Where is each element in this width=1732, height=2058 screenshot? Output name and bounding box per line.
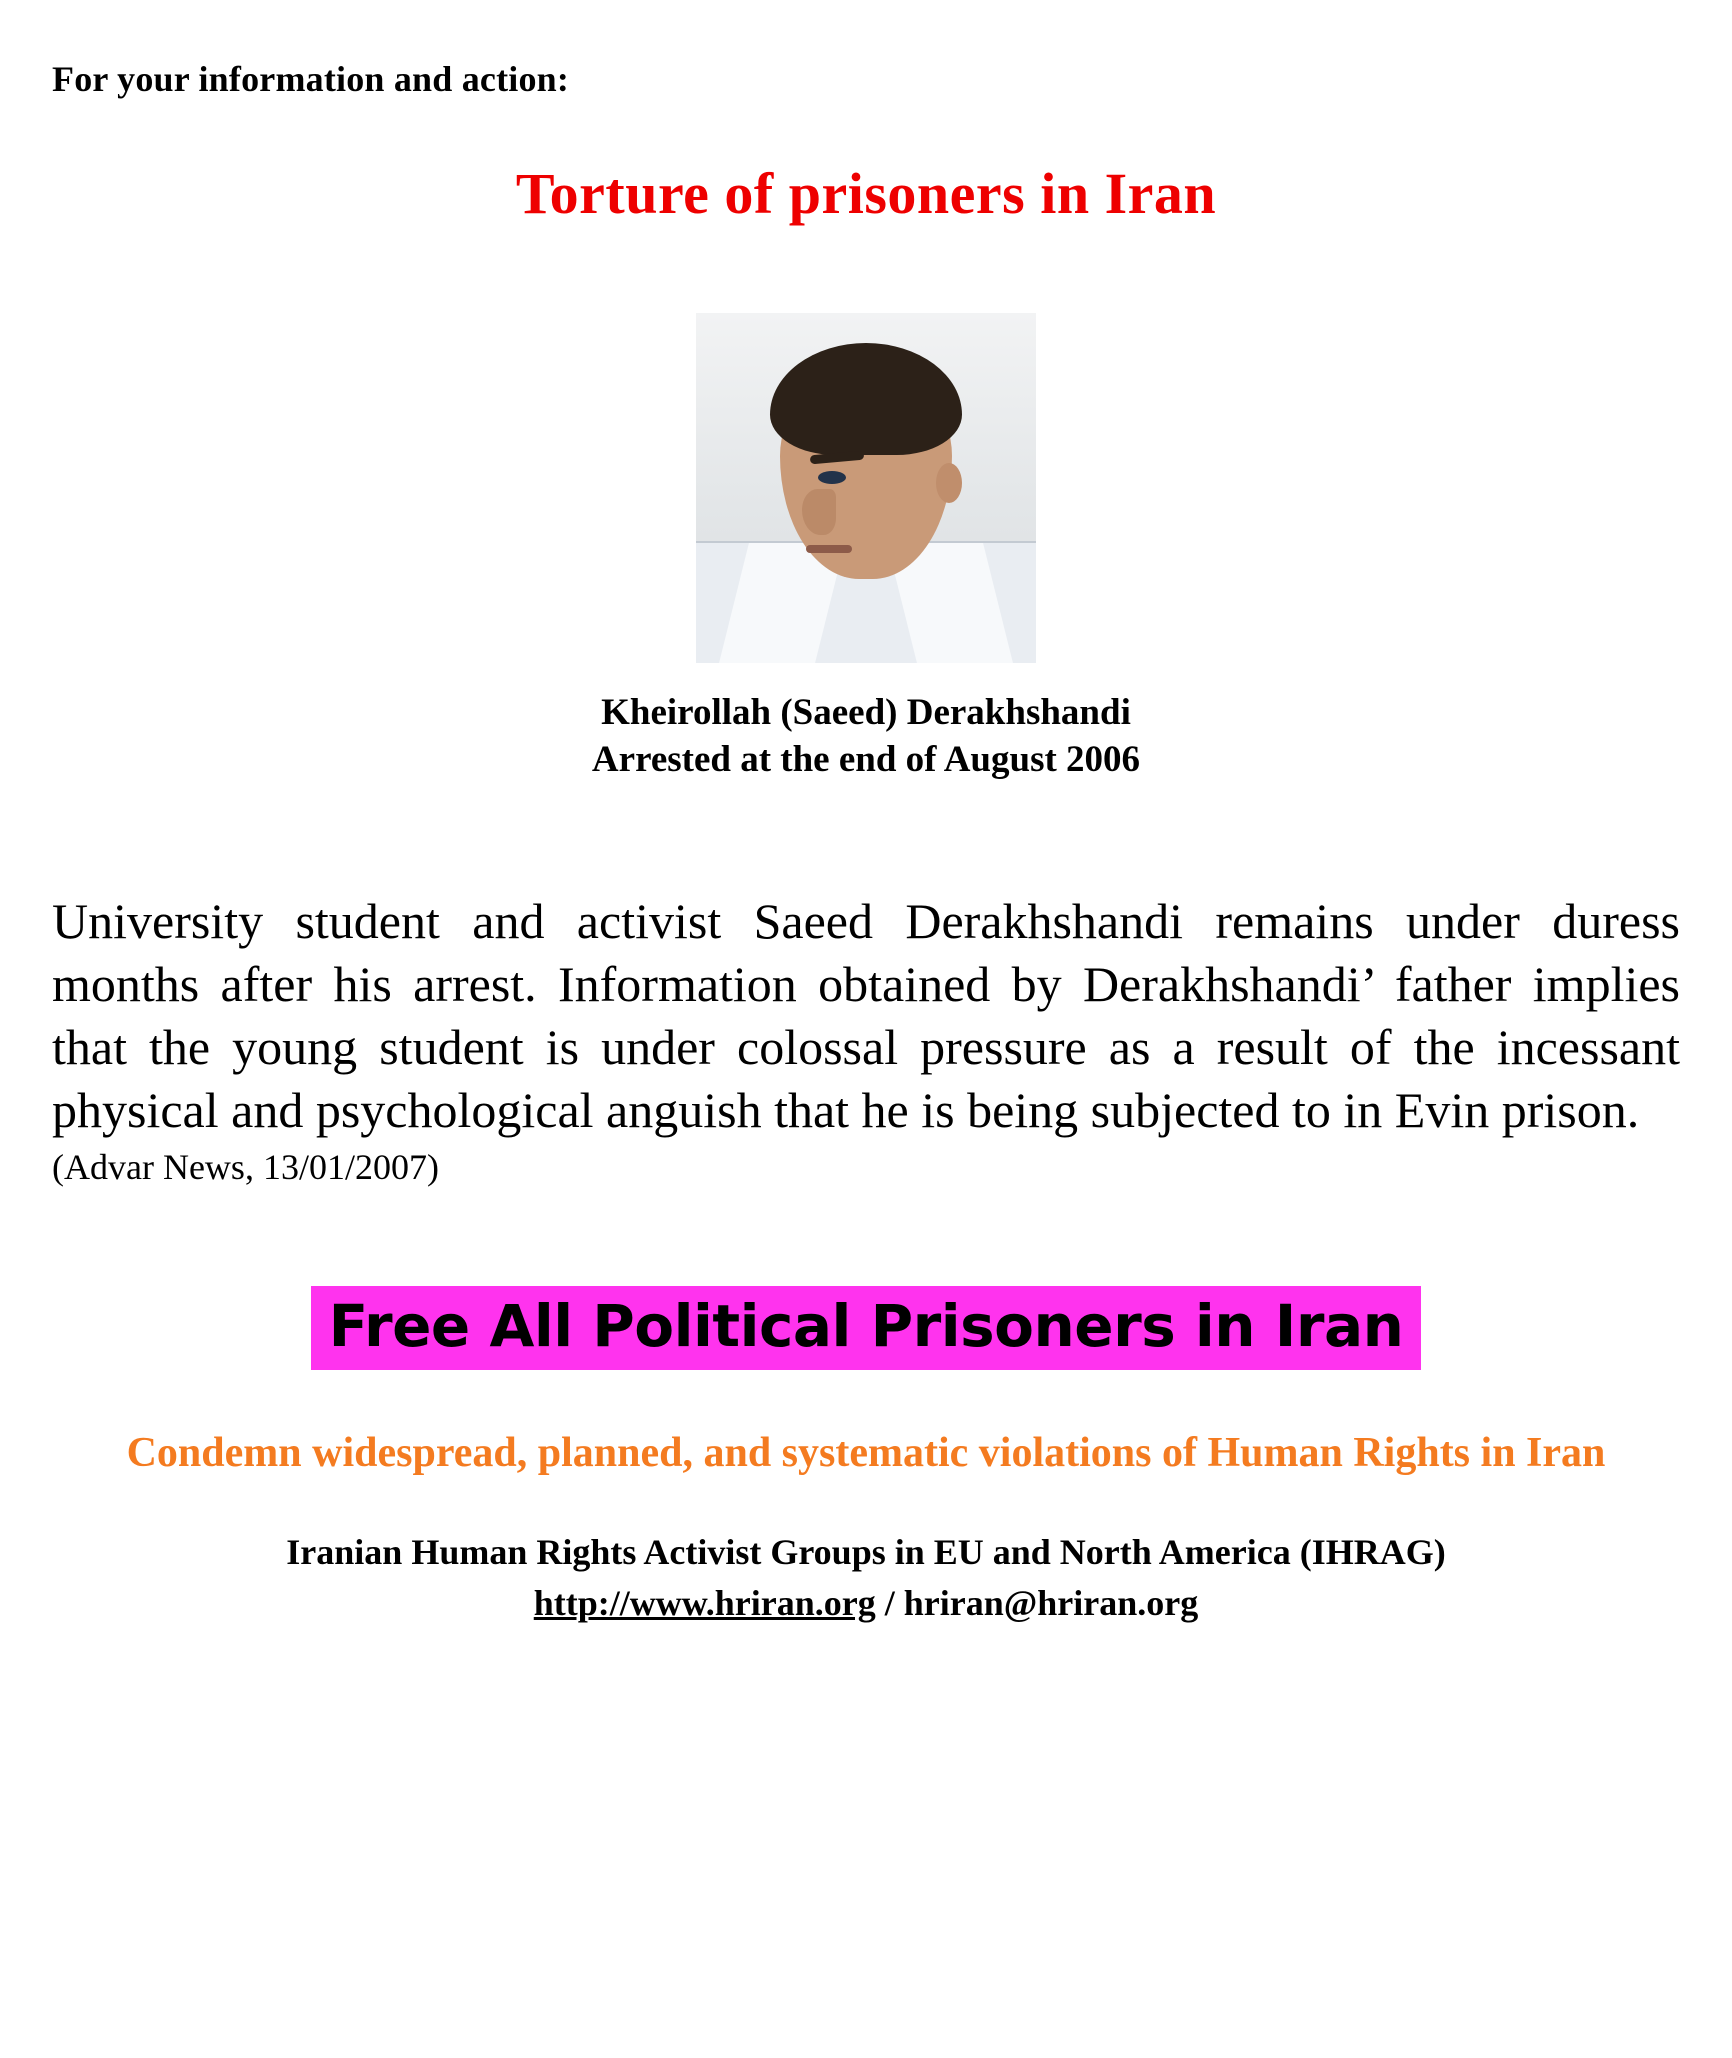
- source-citation: (Advar News, 13/01/2007): [52, 1146, 439, 1187]
- eye-shape: [818, 471, 846, 484]
- contact-separator: /: [875, 1582, 904, 1623]
- portrait-container: [52, 313, 1680, 663]
- body-paragraph: University student and activist Saeed Derakhshandi remains under duress months after his arrest. Information obtained by Derakhshandi’ father implies that the young student is under colossal pressure as a result of the incessant physical and psychological anguish that he is being subjected to in Evin prison.: [52, 892, 1680, 1138]
- fyi-label: For your information and action:: [52, 59, 570, 99]
- highlight-banner: Free All Political Prisoners in Iran: [311, 1286, 1422, 1370]
- condemn-statement: Condemn widespread, planned, and systematic violations of Human Rights in Iran: [126, 1430, 1606, 1477]
- contact-line: [52, 1580, 1680, 1627]
- website-link[interactable]: http://www.hriran.org: [533, 1582, 876, 1623]
- nose-shape: [802, 489, 836, 535]
- banner-container: [52, 1286, 1680, 1370]
- ear-shape: [936, 463, 962, 503]
- mouth-shape: [806, 545, 852, 553]
- photo-caption-detail: Arrested at the end of August 2006: [591, 739, 1141, 781]
- email-address[interactable]: hriran@hriran.org: [903, 1582, 1199, 1623]
- organization-name: Iranian Human Rights Activist Groups in EU and North America (IHRAG): [286, 1531, 1446, 1572]
- page-title: Torture of prisoners in Iran: [515, 161, 1217, 226]
- portrait-photo: [696, 313, 1036, 663]
- photo-caption-name: Kheirollah (Saeed) Derakhshandi: [601, 692, 1131, 733]
- photo-caption: [52, 689, 1680, 784]
